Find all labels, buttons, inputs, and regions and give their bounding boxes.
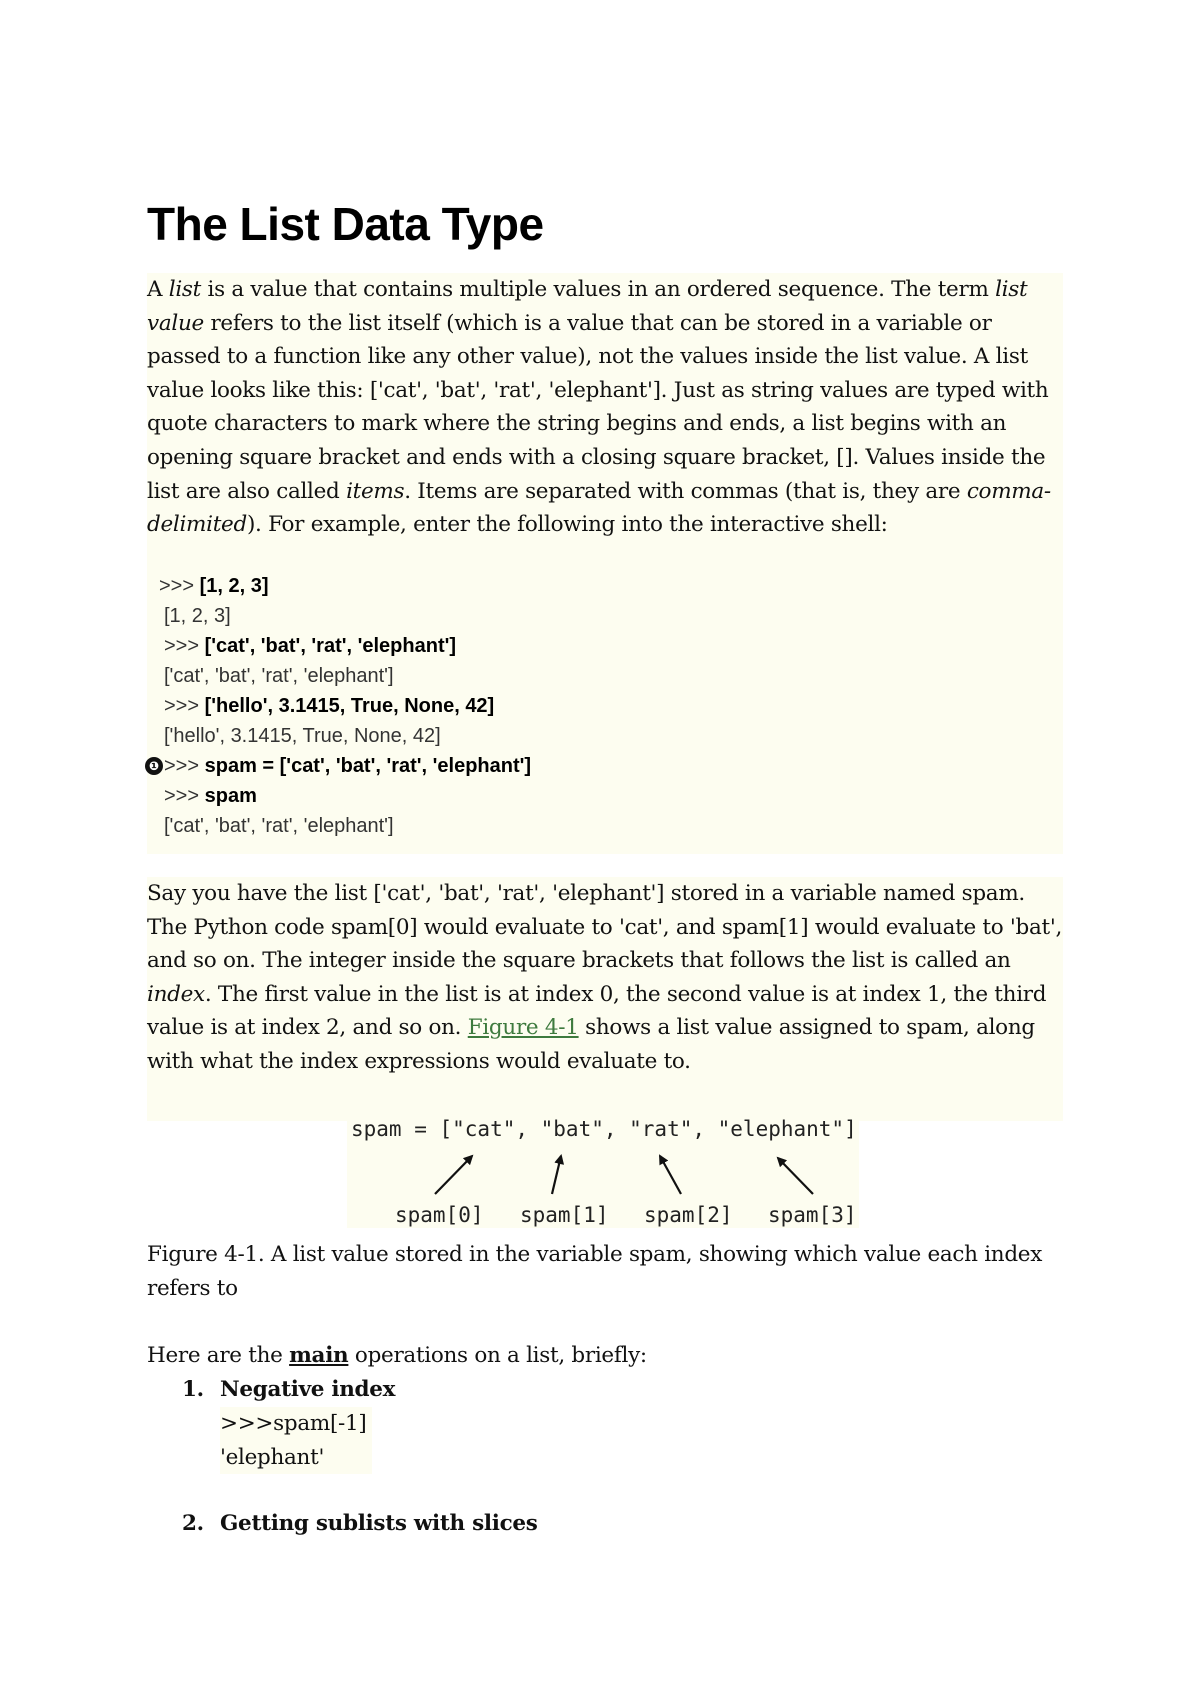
code-line: ['cat', 'bat', 'rat', 'elephant'] (164, 665, 394, 687)
list-item-heading: Negative index (220, 1377, 396, 1402)
list-item-heading: Getting sublists with slices (220, 1511, 538, 1536)
operations-intro: Here are the main operations on a list, briefly: (147, 1343, 647, 1368)
text-run: is a value that contains multiple values in an ordered sequence. The term (201, 277, 996, 302)
index-label-3: spam[3] (768, 1203, 857, 1227)
index-paragraph (147, 877, 1063, 1121)
text-run: A (147, 277, 169, 302)
emphasis-list: list (168, 277, 201, 302)
arrow-2 (660, 1156, 681, 1194)
figure-caption: Figure 4-1. A list value stored in the variable spam, showing which value each index refers to (147, 1242, 1043, 1301)
arrow-0 (435, 1156, 472, 1194)
diagram-code-line: spam = ["cat", "bat", "rat", "elephant"] (351, 1117, 857, 1141)
code-line: 'elephant' (220, 1444, 325, 1470)
text-run: . Items are separated with commas (that is, they are (404, 478, 967, 504)
emphasis-list-value: list value (147, 277, 1028, 336)
list-item-negative-index (182, 1373, 395, 1407)
list-item-slices (182, 1507, 538, 1541)
code-line: >>> ['cat', 'bat', 'rat', 'elephant'] (164, 635, 457, 657)
text-run: . The first value in the list is at index 0, the second value is at index 1, the third value is at index 2, and so on. (147, 981, 1047, 1041)
text-run: ). For example, enter the following into the interactive shell: (246, 512, 888, 538)
page-title: The List Data Type (147, 198, 544, 250)
list-number: 2. (182, 1511, 204, 1536)
emphasis-items: items (346, 478, 405, 504)
emphasis-main: main (289, 1343, 349, 1368)
callout-marker-icon: ❶ (145, 757, 163, 775)
figure-link[interactable]: Figure 4-1 (467, 1015, 579, 1041)
arrow-1 (552, 1156, 561, 1194)
code-line: >>>spam[-1] (220, 1411, 367, 1436)
negative-index-example (220, 1407, 372, 1474)
interactive-shell-example (147, 572, 1063, 854)
index-label-0: spam[0] (395, 1203, 484, 1227)
code-line: >>> spam (164, 785, 257, 807)
list-number: 1. (182, 1377, 204, 1402)
text-run: shows a list value assigned to spam, along with what the index expressions would evaluate to. (147, 1015, 1035, 1074)
code-line: [1, 2, 3] (164, 605, 231, 627)
arrow-3 (778, 1158, 813, 1194)
figure-4-1 (347, 1112, 859, 1228)
code-line: >>> ['hello', 3.1415, True, None, 42] (164, 695, 495, 717)
index-label-2: spam[2] (644, 1203, 733, 1227)
code-line: >>> [1, 2, 3] (159, 575, 269, 597)
code-line: ❶ >>> spam = ['cat', 'bat', 'rat', 'elephant'] (164, 752, 531, 780)
code-line: ['cat', 'bat', 'rat', 'elephant'] (164, 815, 394, 837)
text-run: Say you have the list ['cat', 'bat', 'rat', 'elephant'] stored in a variable named spam. The Python code spam[0] would evaluate to 'cat', and spam[1] would evaluate to 'bat', and so on. The integer inside the square brackets that follows the list is called an (147, 881, 1063, 974)
code-line: ['hello', 3.1415, True, None, 42] (164, 725, 441, 747)
intro-paragraph (147, 273, 1063, 582)
emphasis-index: index (147, 981, 205, 1007)
text-run: refers to the list itself (which is a value that can be stored in a variable or passed to a function like any other value), not the values inside the list value. A list value looks like this: ['cat', 'bat', 'rat', 'elephant']. Just as string values are typed with quote characters to mark where the string begins and ends, a list begins with an opening square bracket and ends with a closing square bracket, []. Values inside the list are also called (147, 310, 1049, 504)
emphasis-comma-delimited: comma-delimited (147, 478, 1051, 538)
list-index-diagram (347, 1112, 859, 1228)
index-label-1: spam[1] (520, 1203, 609, 1227)
